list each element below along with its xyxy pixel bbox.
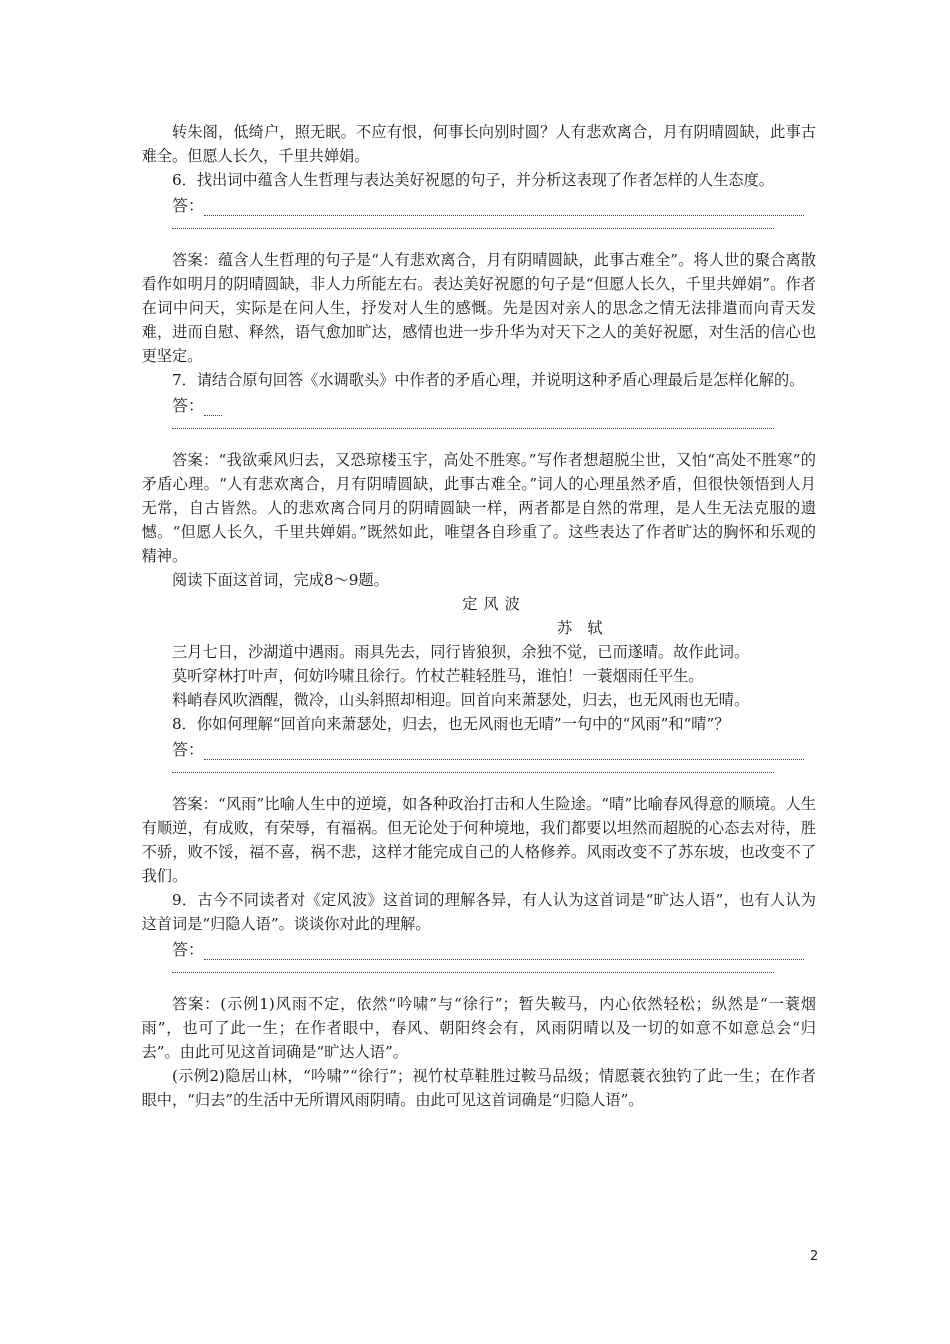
poem-line-1: 莫听穿林打叶声，何妨吟啸且徐行。竹杖芒鞋轻胜马，谁怕！一蓑烟雨任平生。 <box>172 667 704 685</box>
answer-9-example-2: (示例2)隐居山林，“吟啸”“徐行”；视竹杖草鞋胜过鞍马品级；情愿蓑衣独钓了此一生；在作者眼中，“归去”的生活中无所谓风雨阴晴。由此可见这首词确是“归隐人语”。 <box>141 1067 816 1109</box>
answer-6: 答案：蕴含人生哲理的句子是“人有悲欢离合，月有阴晴圆缺，此事古难全”。将人世的聚合离散看作如明月的阴晴圆缺，非人力所能左右。表达美好祝愿的句子是“但愿人长久，千里共婵娟”。作者在词中问天，实际是在问人生，抒发对人生的感慨。先是因对亲人的思念之情无法排遣而向青天发难，进而自慰、释然，语气愈加旷达，感情也进一步升华为对天下之人的美好祝愿，对生活的信心也更坚定。 <box>141 251 816 365</box>
answer-8: 答案：“风雨”比喻人生中的逆境，如各种政治打击和人生险途。“晴”比喻春风得意的顺境。人生有顺逆，有成败，有荣辱，有福祸。但无论处于何种境地，我们都要以坦然而超脱的心态去对待，胜不骄，败不馁，福不喜，祸不悲，这样才能完成自己的人格修养。风雨改变不了苏东坡，也改变不了我们。 <box>141 795 816 885</box>
answer-blank[interactable] <box>204 744 804 760</box>
page-number: 2 <box>810 1249 819 1264</box>
answer-blank[interactable] <box>204 944 804 960</box>
answer-label: 答： <box>172 396 205 415</box>
answer-blank-line[interactable] <box>172 216 816 240</box>
answer-blank[interactable] <box>204 200 804 216</box>
answer-blank-line[interactable] <box>172 760 816 784</box>
document-page <box>141 120 816 1112</box>
answer-blank-line[interactable] <box>172 960 816 984</box>
question-9: 9．古今不同读者对《定风波》这首词的理解各异，有人认为这首词是“旷达人语”，也有人认为这首词是“归隐人语”。谈谈你对此的理解。 <box>141 891 816 933</box>
answer-9-example-1: 答案：(示例1)风雨不定，依然“吟啸”与“徐行”；暂失鞍马，内心依然轻松；纵然是“一蓑烟雨”，也可了此一生；在作者眼中，春风、朝阳终会有，风雨阴晴以及一切的如意不如意总会“归去”。由此可见这首词确是“旷达人语”。 <box>141 995 816 1061</box>
poem-tail-text: 转朱阁，低绮户，照无眠。不应有恨，何事长向别时圆？人有悲欢离合，月有阴晴圆缺，此事古难全。但愿人长久，千里共婵娟。 <box>141 123 816 165</box>
answer-line-9 <box>172 936 816 960</box>
answer-line-6 <box>172 192 816 216</box>
poem-preface: 三月七日，沙湖道中遇雨。雨具先去，同行皆狼狈，余独不觉，已而遂晴。故作此词。 <box>172 643 750 661</box>
answer-label: 答： <box>172 940 205 959</box>
answer-blank[interactable] <box>204 400 222 416</box>
answer-label: 答： <box>172 740 205 759</box>
poem-line-2: 料峭春风吹酒醒，微冷，山头斜照却相迎。回首向来萧瑟处，归去，也无风雨也无晴。 <box>172 691 750 709</box>
answer-line-7 <box>172 392 816 416</box>
poem-author: 苏 轼 <box>557 619 603 637</box>
question-6: 6．找出词中蕴含人生哲理与表达美好祝愿的句子，并分析这表现了作者怎样的人生态度。 <box>172 171 774 189</box>
question-8: 8．你如何理解“回首向来萧瑟处，归去，也无风雨也无晴”一句中的“风雨”和“晴”？ <box>172 715 730 733</box>
answer-label: 答： <box>172 196 205 215</box>
answer-line-8 <box>172 736 816 760</box>
answer-7: 答案：“我欲乘风归去，又恐琼楼玉宇，高处不胜寒。”写作者想超脱尘世，又怕“高处不胜寒”的矛盾心理。“人有悲欢离合，月有阴晴圆缺，此事古难全。”词人的心理虽然矛盾，但很快领悟到人月无常，自古皆然。人的悲欢离合同月的阴晴圆缺一样，两者都是自然的常理，是人生无法克服的遗憾。“但愿人长久，千里共婵娟。”既然如此，唯望各自珍重了。这些表达了作者旷达的胸怀和乐观的精神。 <box>141 451 816 565</box>
reading-intro: 阅读下面这首词，完成8～9题。 <box>172 571 389 589</box>
question-7: 7．请结合原句回答《水调歌头》中作者的矛盾心理，并说明这种矛盾心理最后是怎样化解的。 <box>172 371 805 389</box>
answer-blank-line[interactable] <box>172 416 816 440</box>
poem-title: 定风波 <box>462 595 526 613</box>
